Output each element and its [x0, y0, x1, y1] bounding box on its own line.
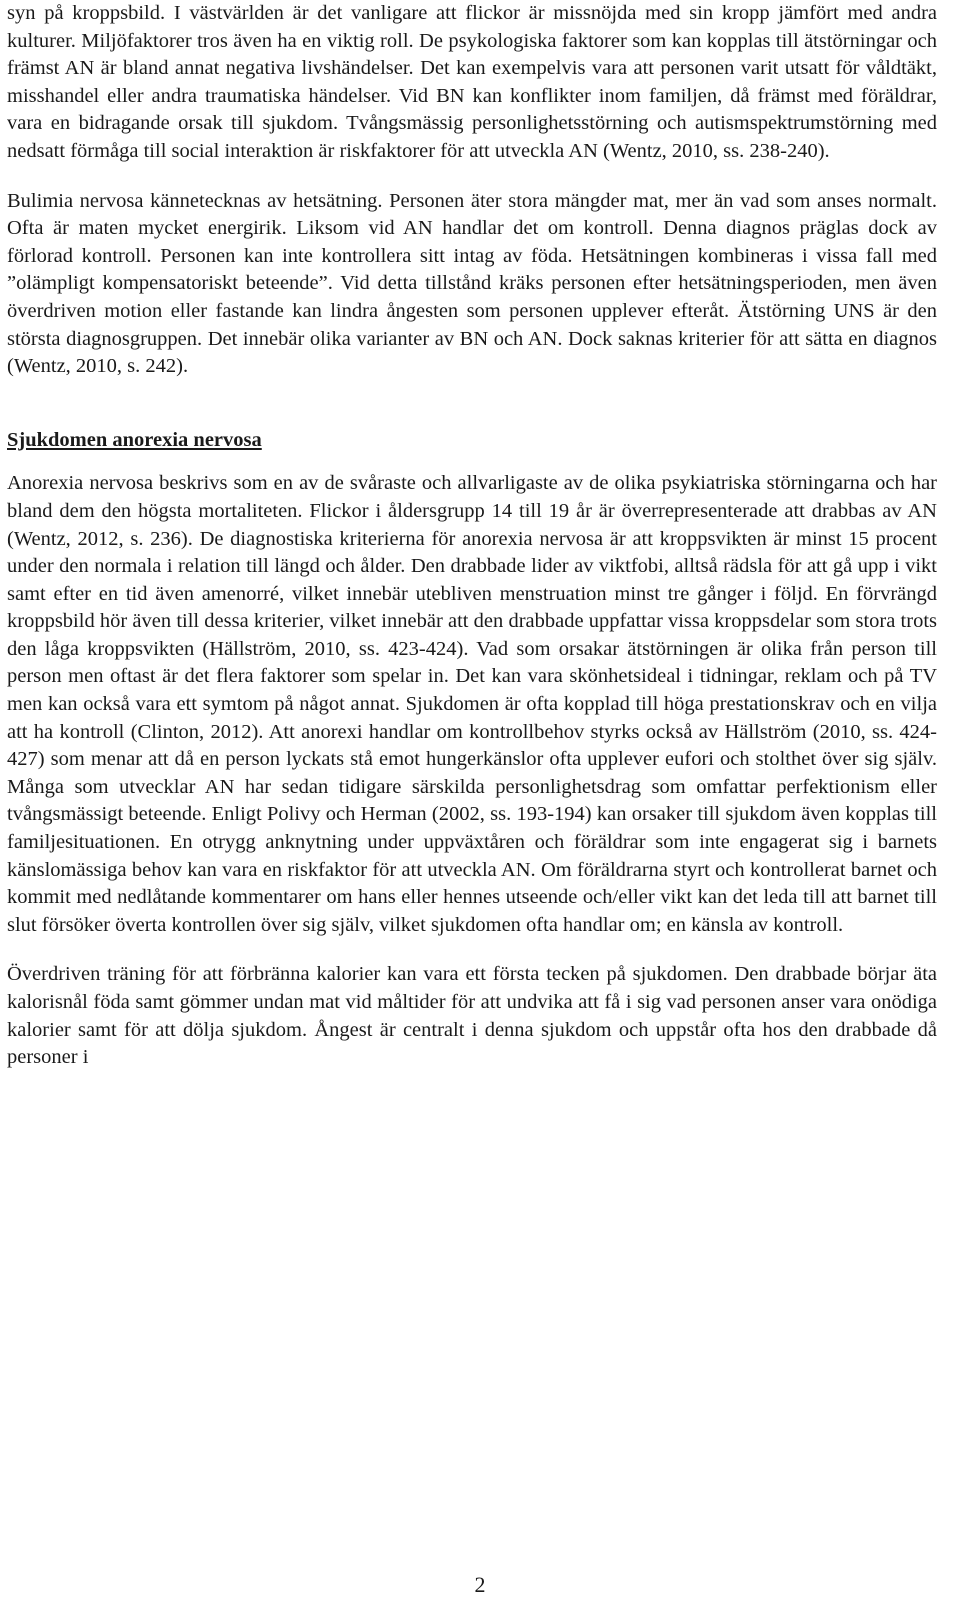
body-paragraph: Överdriven träning för att förbränna kalorier kan vara ett första tecken på sjukdomen. Den drabbade börjar äta kalorisnål föda samt gömmer undan mat vid måltider för att undvika att få i sig vad personen anser vara onödiga kalorier samt för att dölja sjukdom. Ångest är centralt i denna sjukdom och uppstår ofta hos den drabbade då personer i	[7, 963, 937, 1069]
section-heading: Sjukdomen anorexia nervosa	[7, 428, 262, 451]
heading-gap	[7, 454, 937, 470]
body-paragraph: Anorexia nervosa beskrivs som en av de svåraste och allvarligaste av de olika psykiatriska störningarna och har bland dem den högsta mortaliteten. Flickor i åldersgrupp 14 till 19 år är överrepresenterade att drabbas av AN (Wentz, 2012, s. 236). De diagnostiska kriterierna för anorexia nervosa är att kroppsvikten är minst 15 procent under den normala i relation till längd och ålder. Den drabbade lider av viktfobi, alltså rädsla för att gå upp i vikt samt efter en tid även amenorré, vilket innebär utebliven menstruation minst tre gånger i följd. En förvrängd kroppsbild hör även till dessa kriterier, vilket innebär att den drabbade uppfattar vissa kroppsdelar som stora trots den låga kroppsvikten (Hällström, 2010, ss. 423-424). Vad som orsakar ätstörningen är olika från person till person men oftast är det flera faktorer som spelar in. Det kan vara skönhetsideal i tidningar, reklam och på TV men kan också vara ett symtom på något annat. Sjukdomen är ofta kopplad till höga prestationskrav och en vilja att ha kontroll (Clinton, 2012). Att anorexi handlar om kontrollbehov styrks också av Hällström (2010, ss. 424-427) som menar att då en person lyckats stå emot hungerkänslor ofta upplever eufori och stolthet över sig själv. Många som utvecklar AN har sedan tidigare särskilda personlighetsdrag som omfattar perfektionism eller tvångsmässigt beteende. Enligt Polivy och Herman (2002, ss. 193-194) kan orsaker till sjukdom även kopplas till familjesituationen. En otrygg anknytning under uppväxtåren och föräldrar som inte engagerat sig i barnets känslomässiga behov kan vara en riskfaktor för att utveckla AN. Om föräldrarna styrt och kontrollerat barnet och kommit med nedlåtande kommentarer om hans eller hennes utseende och/eller vikt kan det leda till att barnet till slut försöker överta kontrollen över sig själv, vilket sjukdomen ofta handlar om; en känsla av kontroll.	[7, 472, 937, 936]
body-paragraph: Bulimia nervosa kännetecknas av hetsätning. Personen äter stora mängder mat, mer än vad som anses normalt. Ofta är maten mycket energirik. Liksom vid AN handlar det om kontroll. Denna diagnos präglas dock av förlorad kontroll. Personen kan inte kontrollera sitt intag av föda. Hetsätningen kombineras i vissa fall med ”olämpligt kompensatoriskt beteende”. Vid detta tillstånd kräks personen efter hetsätningsperioden, men även överdriven motion eller fastande kan lindra ångesten som personen upplever efteråt. Ätstörning UNS är den största diagnosgruppen. Det innebär olika varianter av BN och AN. Dock saknas kriterier för att sätta en diagnos (Wentz, 2010, s. 242).	[7, 189, 937, 378]
section-gap	[7, 381, 937, 427]
paragraph-gap	[7, 166, 937, 188]
body-paragraph: syn på kroppsbild. I västvärlden är det vanligare att flickor är missnöjda med sin kropp jämfört med andra kulturer. Miljöfaktorer tros även ha en viktig roll. De psykologiska faktorer som kan kopplas till ätstörningar och främst AN är bland annat negativa livshändelser. Det kan exempelvis vara att personen varit utsatt för våldtäkt, misshandel eller andra traumatiska händelser. Vid BN kan konflikter inom familjen, då främst med föräldrar, vara en bidragande orsak till sjukdom. Tvångsmässig personlighetsstörning och autismspektrumstörning med nedsatt förmåga till social interaktion är riskfaktorer för att utveckla AN (Wentz, 2010, ss. 238-240).	[7, 2, 937, 162]
page-number: 2	[474, 1572, 486, 1597]
document-page	[7, 0, 937, 1072]
paragraph-gap	[7, 939, 937, 961]
